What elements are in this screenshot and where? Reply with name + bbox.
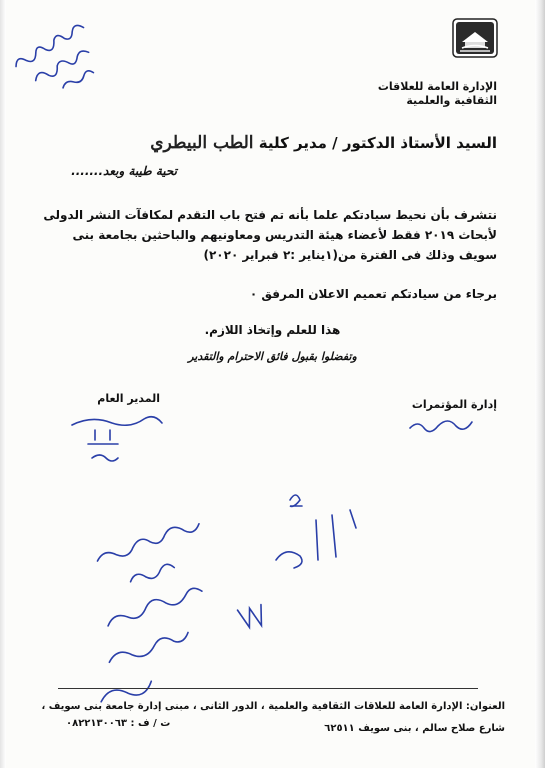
footer-phone: ت / ف : ٠٨٢٢١٣٠٠٦٣ <box>66 718 171 729</box>
conferences-signature <box>410 421 472 432</box>
address-line-2: شارع صلاح سالم ، بنى سويف ٦٢٥١١ <box>324 723 505 734</box>
address-line-1: العنوان: الإدارة العامة للعلاقات الثقافية والعلمية ، الدور الثانى ، مبنى إدارة جامعة بنى سويف ، <box>41 701 505 712</box>
greeting: تحية طيبة وبعد....... <box>71 164 177 178</box>
org-line-2: الثقافية والعلمية <box>406 94 497 107</box>
handwritten-note-top-left <box>13 22 106 105</box>
handwritten-college-name: الطب البيطري <box>150 133 254 153</box>
closing-line-1: هذا للعلم وإتخاذ اللازم. <box>204 323 341 337</box>
handwritten-note-center <box>57 509 276 707</box>
body-line-1: نتشرف بأن نحيط سيادتكم علما بأنه تم فتح باب التقدم لمكافآت النشر الدولى <box>43 208 497 222</box>
general-manager-signature <box>72 417 162 461</box>
body-line-3: سويف وذلك فى الفترة من(١يناير :٢ فبراير ٢٠٢٠) <box>203 248 497 262</box>
general-manager-label: المدير العام <box>97 392 160 405</box>
body-line-2: لأبحاث ٢٠١٩ فقط لأعضاء هيئة التدريس ومعاونيهم والباحثين بجامعة بنى <box>72 228 497 242</box>
org-line-1: الإدارة العامة للعلاقات <box>377 80 497 93</box>
closing-line-2: وتفضلوا بقبول فائق الاحترام والتقدير <box>188 350 357 363</box>
salutation: السيد الأستاذ الدكتور / مدير كلية <box>258 134 497 152</box>
footer-divider <box>58 688 478 689</box>
handwritten-date-mark <box>276 495 356 568</box>
conferences-department-label: إدارة المؤتمرات <box>411 398 497 411</box>
request-line: برجاء من سيادتكم تعميم الاعلان المرفق ٠ <box>249 287 497 301</box>
